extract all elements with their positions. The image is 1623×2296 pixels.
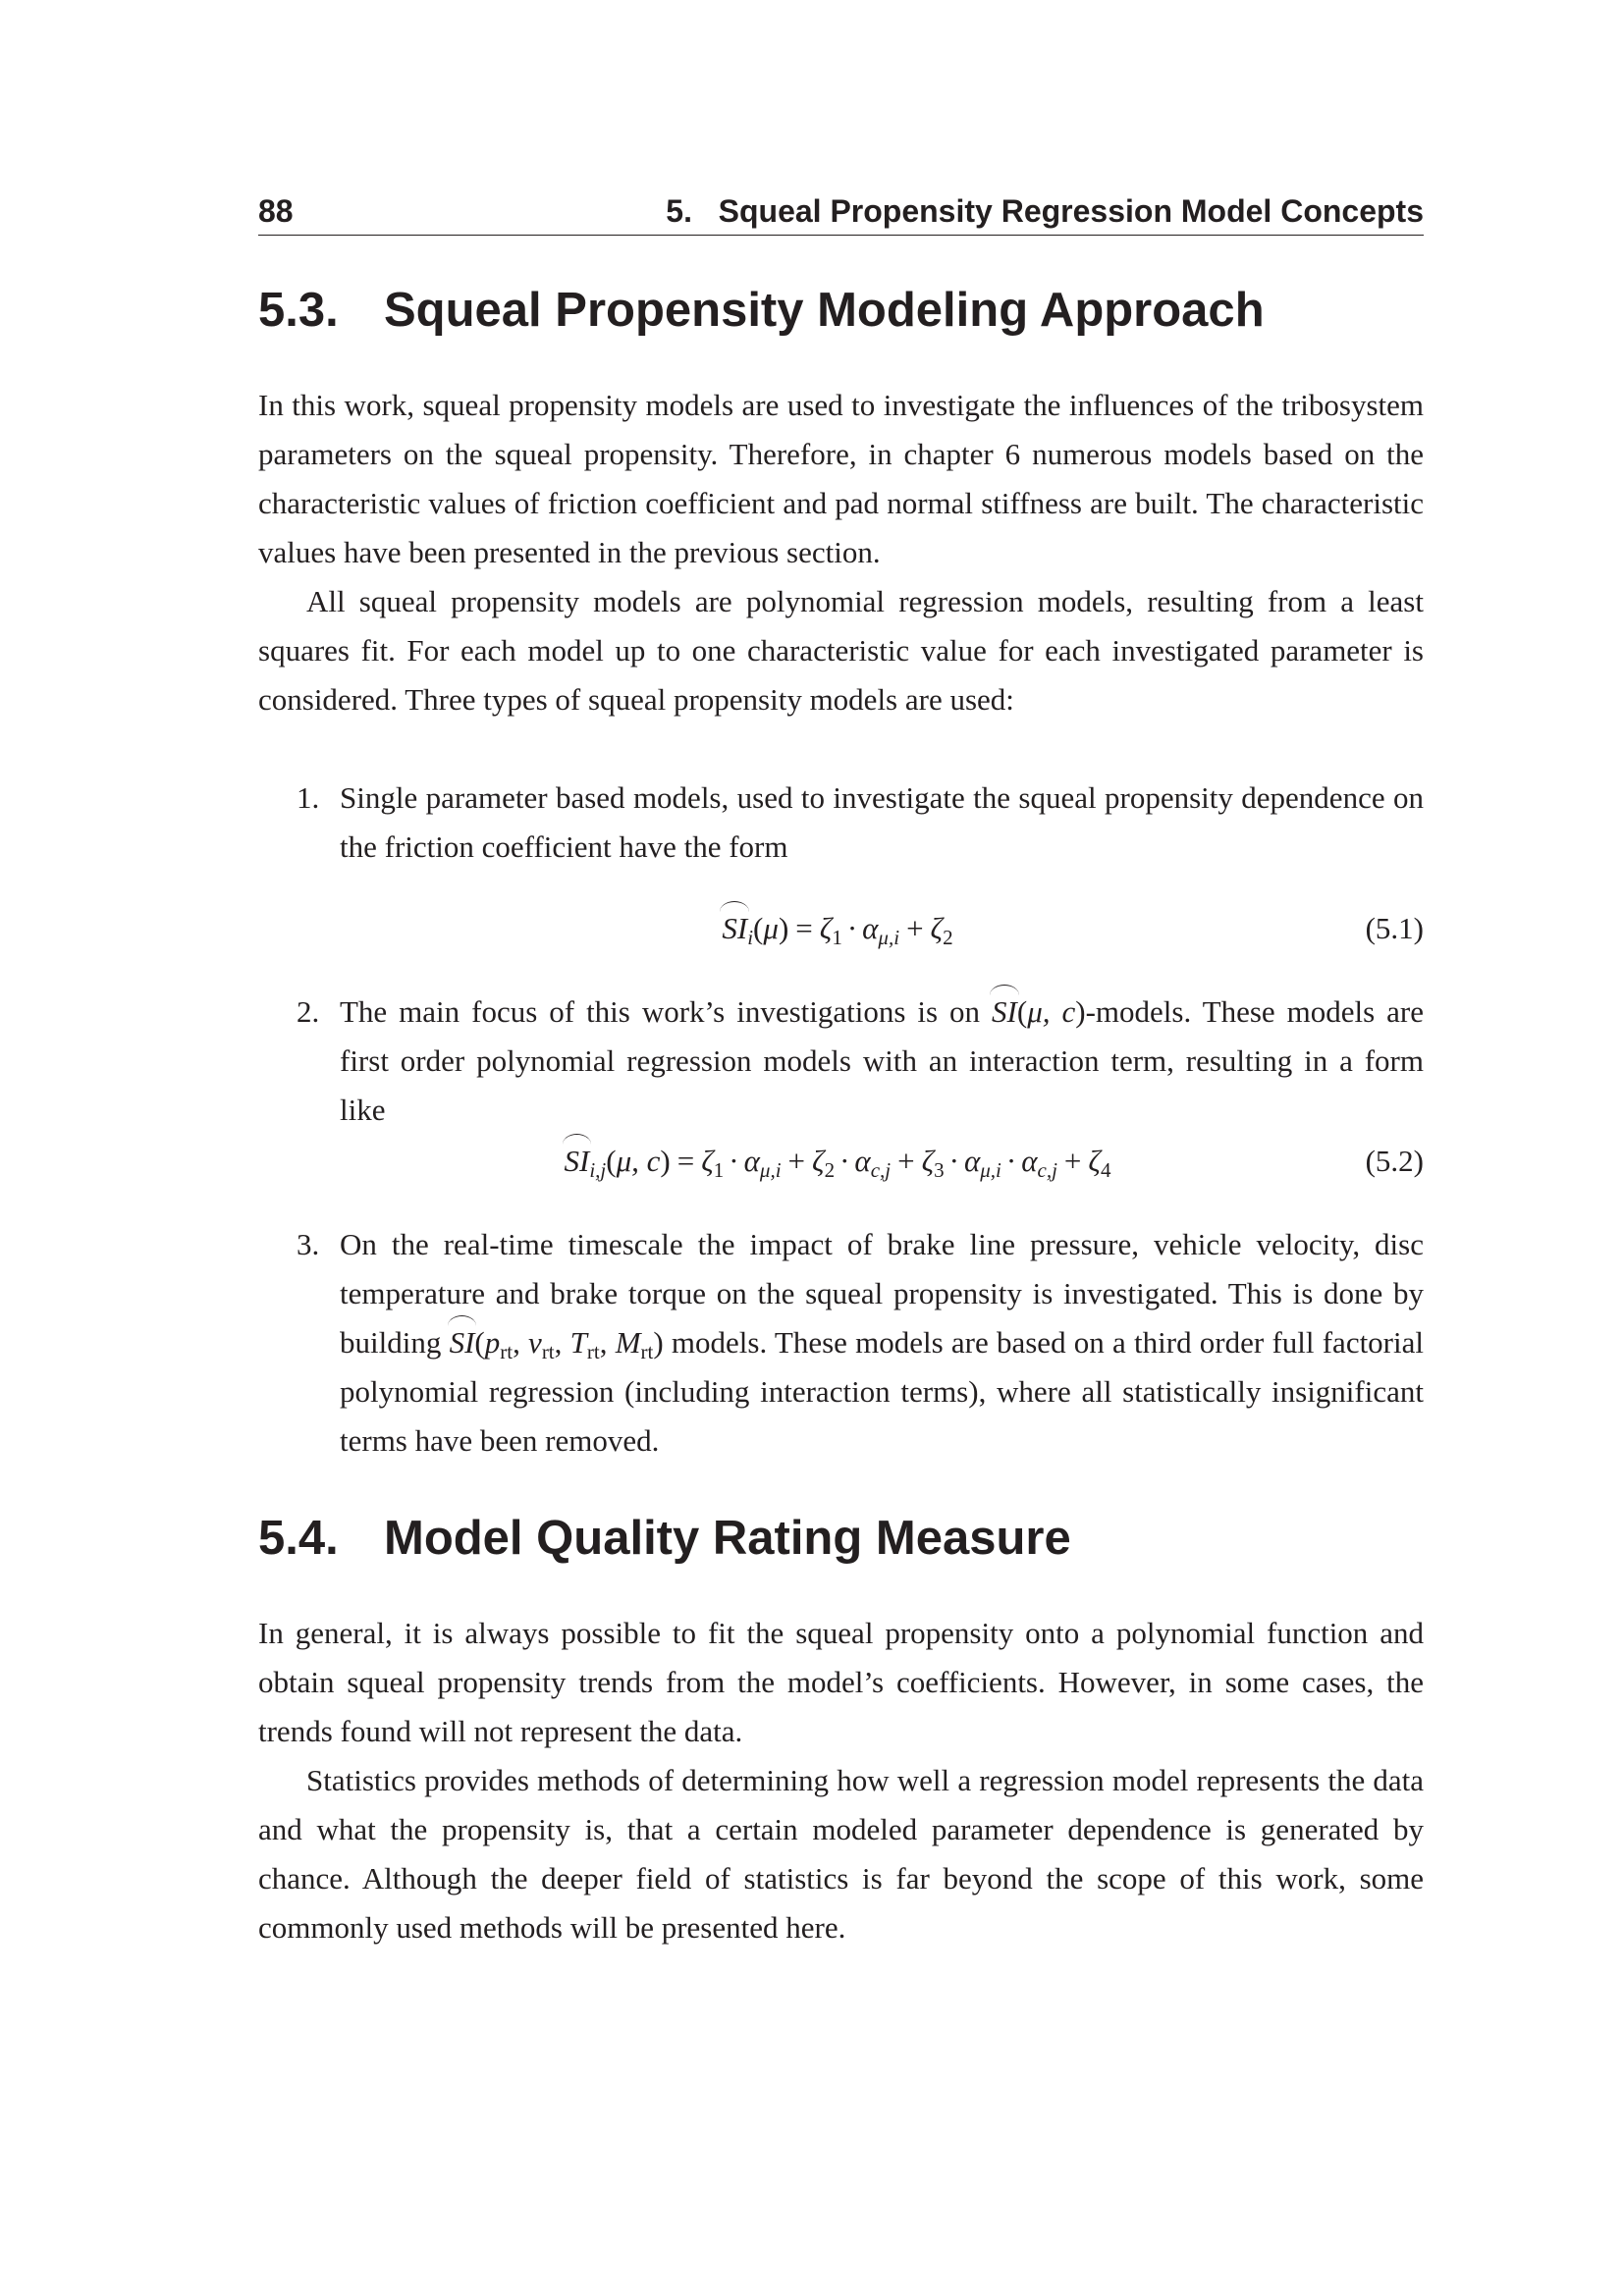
list-item <box>258 774 1424 953</box>
paragraph: Statistics provides methods of determining how well a regression model represents the data and what the propensity is, that a certain modeled parameter dependence is generated by chance. Although the deeper field of statistics is far beyond the scope of this work, some commonly used methods will be presented here. <box>258 1763 1424 1945</box>
section-heading-5-4 <box>258 1509 1424 1568</box>
equation-body: $SI_{i,j}(\mu$, $c) = \zeta_1 \cdot \alpha_{\mu,i} + \zeta_2 \cdot \alpha_{c,j} + \zeta_3 \cdot \alpha_{\mu,i} \cdot \alpha_{c,j} + \zeta_4$ <box>340 1137 1335 1186</box>
list-item-label: 3. <box>297 1227 320 1261</box>
list-item-text-end: -models. These models are first order polynomial regression models with an interaction term, resulting in a form like <box>340 994 1425 1127</box>
list-item <box>258 988 1424 1186</box>
equation-number: (5.1) <box>1365 911 1424 945</box>
list-item-text-end: models. These models are based on a third order full factorial polynomial regression (including interaction terms), where all statistically insignificant terms have been removed. <box>340 1325 1424 1458</box>
section-title: Model Quality Rating Measure <box>384 1512 1071 1565</box>
paragraph: All squeal propensity models are polynomial regression models, resulting from a least squares fit. For each model up to one characteristic value for each investigated parameter is considered. Three types of squeal propensity models are used: <box>258 584 1424 717</box>
list-item-text: Single parameter based models, used to investigate the squeal propensity dependence on the friction coefficient have the form <box>340 780 1424 864</box>
page-number: 88 <box>258 193 294 229</box>
paragraph: In this work, squeal propensity models are used to investigate the influences of the tribosystem parameters on the squeal propensity. Therefore, in chapter 6 numerous models based on the characteristic values of friction coefficient and pad normal stiffness are built. The characteristic values have been presented in the previous section. <box>258 388 1424 569</box>
list-item-label: 2. <box>297 994 320 1029</box>
paragraph: In general, it is always possible to fit the squeal propensity onto a polynomial function and obtain squeal propensity trends from the model’s coefficients. However, in some cases, the trends found will not represent the data. <box>258 1616 1424 1748</box>
page <box>258 191 1424 1952</box>
list-item <box>258 1220 1424 1466</box>
equation-number: (5.2) <box>1365 1144 1424 1178</box>
model-type-list <box>258 774 1424 1466</box>
list-item-text: The main focus of this work’s investigations is on SI(μ, c)-models. These models are first order polynomial regression models with an interaction term, resulting in a form like <box>340 988 1424 1135</box>
list-item-text: On the real-time timescale the impact of brake line pressure, vehicle velocity, disc temperature and brake torque on the squeal propensity is investigated. This is done by building $SI(p_{rt}$, $v_{rt}$, $T_{rt}$, $M_{rt}$) models. These models are based on a third order full factorial polynomial regression (including interaction terms), where all statistically insignificant terms have been removed. <box>340 1227 1424 1458</box>
section-number: 5.3. <box>258 284 339 337</box>
section-number: 5.4. <box>258 1512 339 1565</box>
section-title: Squeal Propensity Modeling Approach <box>384 284 1265 337</box>
equation-5-2 <box>340 1137 1424 1186</box>
list-item-label: 1. <box>297 780 320 815</box>
equation-body: $SI_i(\mu) = \zeta_1 \cdot \alpha_{\mu,i} + \zeta_2$ <box>340 904 1335 953</box>
running-header <box>258 191 1424 236</box>
list-item-text-start: On the real-time timescale the impact of brake line pressure, vehicle velocity, disc temperature and brake torque on the squeal propensity is investigated. This is done by building <box>340 1227 1424 1360</box>
section-heading-5-3 <box>258 281 1424 340</box>
list-item-text-start: The main focus of this work’s investigations is on <box>340 994 981 1029</box>
chapter-title: 5. Squeal Propensity Regression Model Concepts <box>666 193 1424 229</box>
equation-5-1 <box>340 904 1424 953</box>
